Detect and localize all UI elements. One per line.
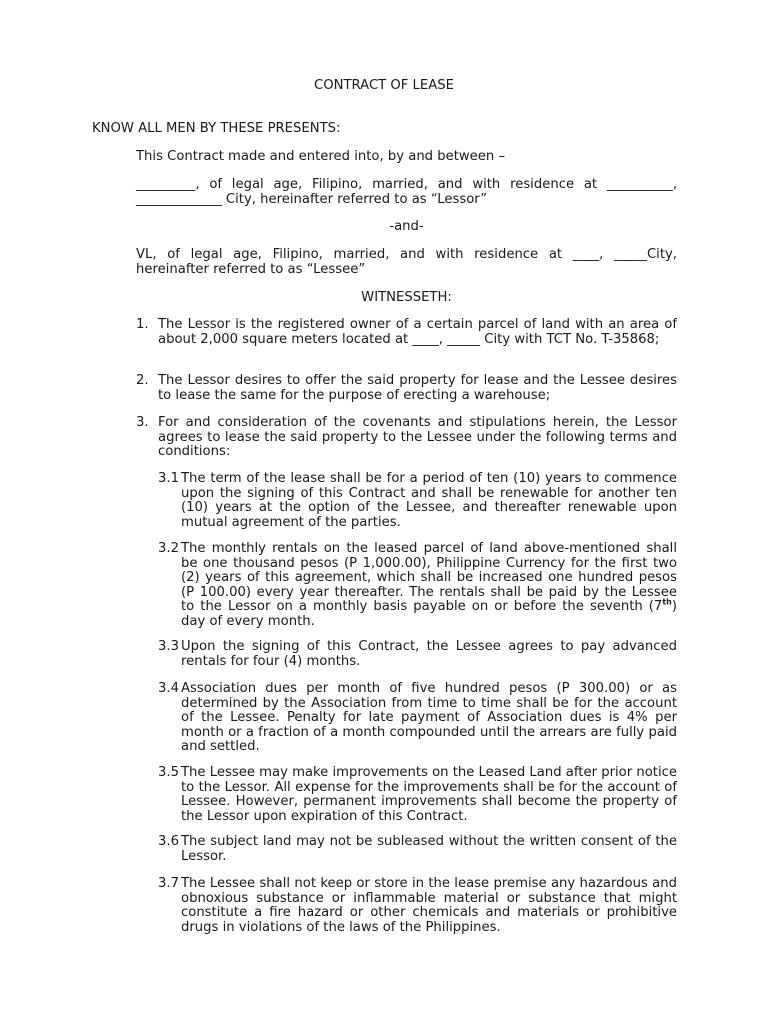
clause-text: The Lessor is the registered owner of a certain parcel of land with an area of about 2,000 square meters located at ____, _____ City with TCT No. T-35868; <box>158 317 677 347</box>
subclause-text: Upon the signing of this Contract, the Lessee agrees to pay advanced rentals for four (4) months. <box>181 639 677 669</box>
clause-number: 1. <box>136 317 149 332</box>
clause-3 <box>136 416 677 460</box>
subclause-text: The Lessee may make improvements on the Leased Land after prior notice to the Lessor. All expense for the improvements shall be for the account of Lessee. However, permanent improvements shall become the property of the Lessor upon expiration of this Contract. <box>181 765 677 824</box>
subclause-number: 3.1 <box>158 471 179 486</box>
ordinal-suffix: th <box>662 597 672 607</box>
clause-text: For and consideration of the covenants and stipulations herein, the Lessor agrees to lease the said property to the Lessee under the following terms and conditions: <box>158 415 677 460</box>
clause-text: The Lessor desires to offer the said property for lease and the Lessee desires to lease the same for the purpose of erecting a warehouse; <box>158 373 677 403</box>
subclause-text-part: The monthly rentals on the leased parcel of land above-mentioned shall be one thousand pesos (P 1,000.00), Philippine Currency for the first two (2) years of this agreement, which shall be increased one hundred pesos (P 100.00) every year thereafter. The rentals shall be paid by the Lessee to the Lessor on a monthly basis payable on or before the seventh (7 <box>181 541 677 615</box>
clause-number: 2. <box>136 373 149 388</box>
subclause-number: 3.6 <box>158 834 179 849</box>
intro-line: This Contract made and entered into, by and between – <box>136 149 506 164</box>
subclause-3-5 <box>158 766 677 824</box>
subclause-3-3 <box>158 640 677 669</box>
subclause-3-7 <box>158 877 677 935</box>
lessor-party-paragraph: _________, of legal age, Filipino, married, and with residence at __________, _____________ City, hereinafter referred to as “Lessor” <box>136 177 677 207</box>
lessee-party-paragraph: VL, of legal age, Filipino, married, and with residence at ____, _____City, hereinafter referred to as “Lessee” <box>136 247 677 277</box>
clause-2 <box>136 374 677 403</box>
and-separator: -and- <box>389 219 424 234</box>
witnesseth-heading: WITNESSETH: <box>361 290 452 305</box>
subclause-text <box>181 542 677 630</box>
subclause-text: The subject land may not be subleased without the written consent of the Lessor. <box>181 834 677 864</box>
subclause-number: 3.5 <box>158 765 179 780</box>
clause-1 <box>136 318 677 347</box>
subclause-3-6 <box>158 835 677 864</box>
subclause-number: 3.3 <box>158 639 179 654</box>
document-title: CONTRACT OF LEASE <box>314 78 454 93</box>
subclause-text: The Lessee shall not keep or store in the lease premise any hazardous and obnoxious substance or inflammable material or substance that might constitute a fire hazard or other chemicals and materials or prohibitive drugs in violations of the laws of the Philippines. <box>181 876 677 935</box>
subclause-number: 3.2 <box>158 541 179 556</box>
subclause-number: 3.7 <box>158 876 179 891</box>
subclause-number: 3.4 <box>158 681 179 696</box>
subclause-text: The term of the lease shall be for a period of ten (10) years to commence upon the signing of this Contract and shall be renewable for another ten (10) years at the option of the Lessee, and thereafter renewable upon mutual agreement of the parties. <box>181 471 677 530</box>
subclause-3-1 <box>158 472 677 530</box>
know-all-heading: KNOW ALL MEN BY THESE PRESENTS: <box>92 121 341 136</box>
subclause-3-2 <box>158 542 677 630</box>
subclause-text-part: ) day of every month. <box>181 599 677 629</box>
clause-number: 3. <box>136 415 149 430</box>
subclause-text: Association dues per month of five hundred pesos (P 300.00) or as determined by the Association from time to time shall be for the account of the Lessee. Penalty for late payment of Association dues is 4% per month or a fraction of a month compounded until the arrears are fully paid and settled. <box>181 681 677 755</box>
subclause-3-4 <box>158 682 677 755</box>
